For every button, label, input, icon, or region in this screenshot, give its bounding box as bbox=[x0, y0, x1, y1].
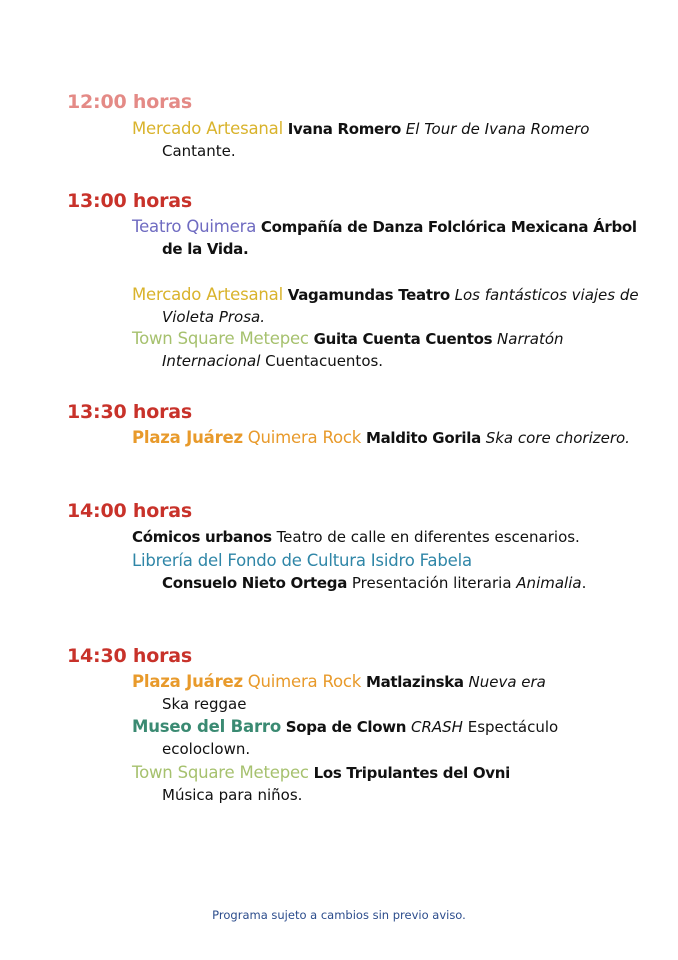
event-title: CRASH bbox=[410, 718, 463, 736]
event-detail: Cuentacuentos. bbox=[265, 352, 384, 370]
performer-name: Sopa de Clown bbox=[285, 718, 407, 736]
performer-name: Compañía de Danza Folclórica Mexicana Árbol de la Vida. bbox=[162, 218, 637, 258]
event-title: Animalia bbox=[516, 574, 582, 592]
performer-name: Guita Cuenta Cuentos bbox=[313, 330, 493, 348]
venue-name: Teatro Quimera bbox=[132, 217, 257, 236]
venue-name: Town Square Metepec bbox=[132, 329, 309, 348]
hour-heading: 12:00 horas bbox=[67, 91, 192, 113]
hour-heading: 13:30 horas bbox=[67, 401, 192, 423]
venue-name-bold: Plaza Juárez bbox=[132, 428, 243, 447]
performer-name: Cómicos urbanos bbox=[132, 528, 272, 546]
event-detail: Música para niños. bbox=[162, 786, 303, 804]
event-title: Narratón Internacional bbox=[162, 330, 564, 370]
venue-name: Quimera Rock bbox=[247, 672, 362, 691]
event-title: Nueva era bbox=[468, 673, 546, 691]
event-detail: Cantante. bbox=[162, 142, 236, 160]
hour-heading: 13:00 horas bbox=[67, 190, 192, 212]
venue-name: Quimera Rock bbox=[247, 428, 362, 447]
hour-heading: 14:00 horas bbox=[67, 500, 192, 522]
event-detail: Espectáculo ecoloclown. bbox=[162, 718, 559, 758]
program-entry bbox=[132, 762, 640, 806]
venue-name: Mercado Artesanal bbox=[132, 119, 283, 138]
program-entry bbox=[132, 118, 640, 162]
program-entry bbox=[132, 526, 640, 548]
event-title: Los fantásticos viajes de Violeta Prosa. bbox=[162, 286, 639, 326]
event-detail: Teatro de calle en diferentes escenarios. bbox=[276, 528, 580, 546]
performer-name: Vagamundas Teatro bbox=[287, 286, 450, 304]
program-entry bbox=[132, 716, 640, 760]
event-detail: Presentación literaria bbox=[351, 574, 512, 592]
venue-name: Mercado Artesanal bbox=[132, 285, 283, 304]
performer-name: Matlazinska bbox=[365, 673, 464, 691]
performer-name: Consuelo Nieto Ortega bbox=[162, 574, 348, 592]
venue-name: Librería del Fondo de Cultura Isidro Fabela bbox=[132, 551, 472, 570]
program-entry bbox=[132, 216, 640, 260]
performer-name: Ivana Romero bbox=[287, 120, 402, 138]
program-entry bbox=[132, 550, 640, 594]
venue-name: Museo del Barro bbox=[132, 717, 281, 736]
event-title: El Tour de Ivana Romero bbox=[405, 120, 590, 138]
venue-name: Town Square Metepec bbox=[132, 763, 309, 782]
performer-name: Maldito Gorila bbox=[365, 429, 481, 447]
punctuation: . bbox=[581, 574, 587, 592]
program-entry bbox=[132, 427, 640, 449]
disclaimer-footer: Programa sujeto a cambios sin previo aviso. bbox=[212, 908, 466, 922]
program-entry bbox=[132, 284, 640, 328]
hour-heading: 14:30 horas bbox=[67, 645, 192, 667]
event-detail: Ska reggae bbox=[162, 695, 247, 713]
event-title: Ska core chorizero. bbox=[485, 429, 630, 447]
performer-name: Los Tripulantes del Ovni bbox=[313, 764, 511, 782]
program-entry bbox=[132, 671, 640, 715]
program-entry bbox=[132, 328, 640, 372]
venue-name-bold: Plaza Juárez bbox=[132, 672, 243, 691]
